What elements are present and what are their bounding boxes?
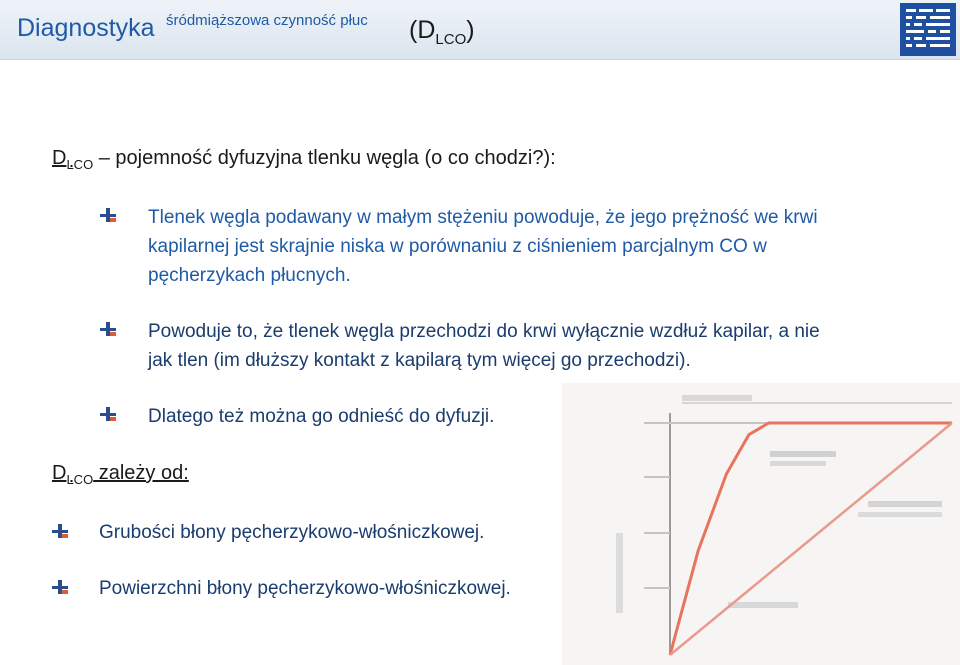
factor-1: Grubości błony pęcherzykowo-włośniczkowej.	[99, 522, 485, 543]
chart-axes	[644, 403, 952, 655]
title-symbol-main: (D	[409, 16, 436, 44]
depends-symbol	[52, 462, 94, 487]
annotation-blob-3	[770, 461, 826, 466]
bullet-text-1	[148, 203, 818, 290]
bullet-icon	[52, 580, 68, 594]
depends-symbol-sub: LCO	[66, 472, 94, 487]
slide-title: Diagnostyka	[17, 14, 155, 42]
bullet-3-line-1: Dlatego też można go odnieść do dyfuzji.	[148, 406, 495, 427]
bullet-2-line-1: Powoduje to, że tlenek węgla przechodzi do krwi wyłącznie wzdłuż kapilar, a nie	[148, 321, 820, 342]
bullet-text-3	[148, 402, 494, 431]
bullet-1-line-2: kapilarnej jest skrajnie niska w porównaniu z ciśnieniem parcjalnym CO w	[148, 236, 767, 257]
depends-symbol-main: D	[52, 462, 67, 484]
bullet-icon	[100, 407, 116, 421]
annotation-blob-6	[728, 602, 798, 608]
annotation-blob-4	[868, 501, 942, 507]
slide-subtitle: śródmiąższowa czynność płuc	[166, 12, 368, 29]
definition-symbol-sub: LCO	[66, 157, 94, 172]
clinic-logo-icon	[900, 3, 956, 56]
bullet-1-line-3: pęcherzykach płucnych.	[148, 265, 351, 286]
factor-2: Powierzchni błony pęcherzykowo-włośniczkowej.	[99, 578, 511, 599]
diffusion-chart-svg	[562, 383, 960, 665]
bullet-1-line-1: Tlenek węgla podawany w małym stężeniu powoduje, że jego prężność we krwi	[148, 207, 818, 228]
bullet-icon	[100, 208, 116, 222]
depends-text: zależy od:	[93, 462, 189, 484]
bullet-icon	[100, 322, 116, 336]
title-symbol	[409, 16, 475, 48]
definition-symbol-main: D	[52, 147, 67, 169]
annotation-blob-5	[858, 512, 942, 517]
title-symbol-close: )	[466, 16, 475, 44]
definition-heading	[52, 147, 556, 170]
depends-heading	[52, 462, 189, 485]
series-line-2	[670, 423, 952, 655]
title-bar	[0, 0, 960, 60]
definition-symbol	[52, 147, 94, 172]
bullet-2-line-2: jak tlen (im dłuższy kontakt z kapilarą tym więcej go przechodzi).	[148, 350, 691, 371]
chart-annotations	[616, 395, 942, 613]
annotation-blob-2	[770, 451, 836, 457]
title-symbol-sub: LCO	[435, 31, 467, 48]
definition-text: – pojemność dyfuzyjna tlenku węgla (o co chodzi?):	[93, 147, 556, 169]
bullet-icon	[52, 524, 68, 538]
annotation-blob-1	[682, 395, 752, 401]
annotation-blob-7	[616, 533, 623, 613]
bullet-text-2	[148, 317, 820, 375]
diffusion-chart	[562, 383, 960, 665]
chart-series	[670, 423, 952, 655]
